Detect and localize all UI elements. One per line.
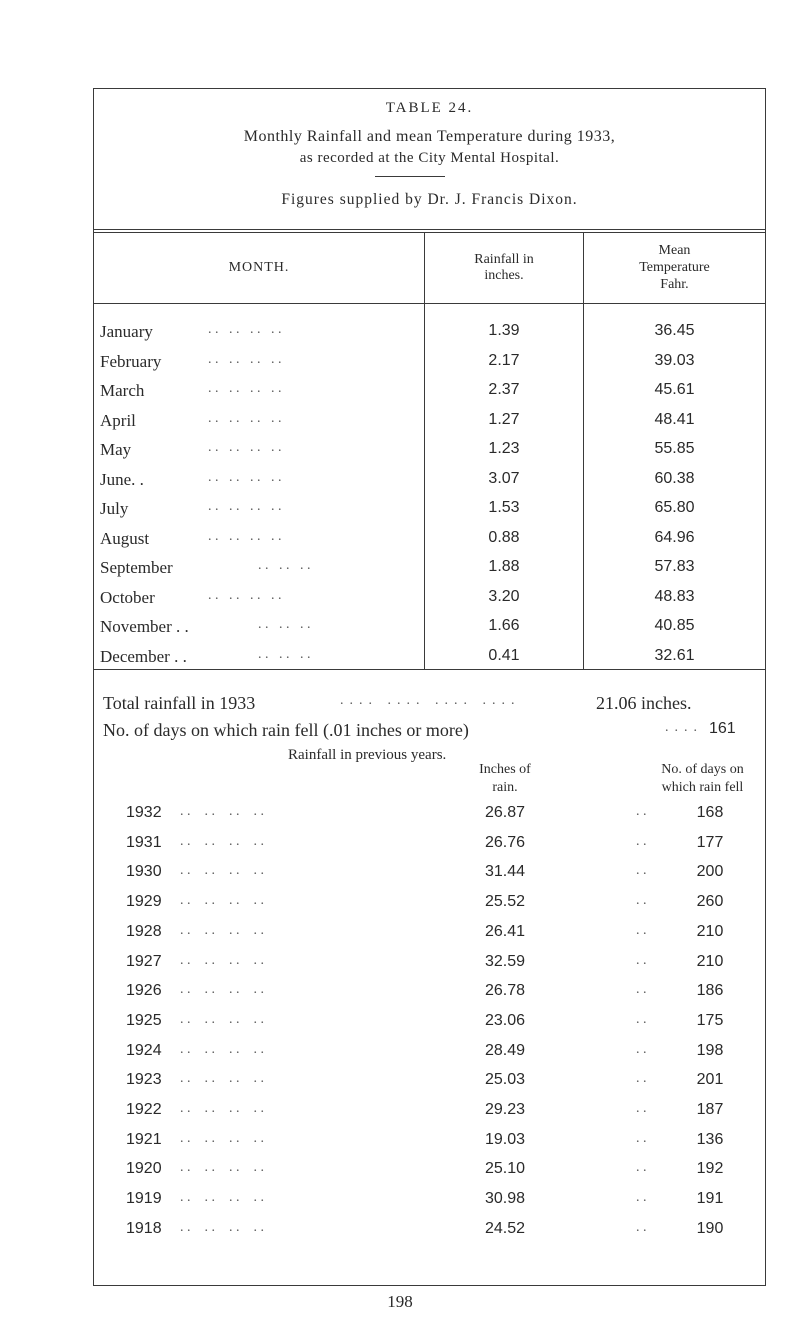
month-name: August xyxy=(100,528,150,548)
year-rain-days: 186 xyxy=(696,982,724,1000)
year-inches: 25.03 xyxy=(484,1071,526,1089)
year-rain-days: 210 xyxy=(696,922,724,940)
month-rainfall: 2.37 xyxy=(488,381,520,398)
month-name: January xyxy=(100,322,153,341)
rain-days-dots: .... xyxy=(665,720,703,735)
total-rainfall-dots: .... .... .... .... xyxy=(340,693,521,708)
monthly-bottom-rule xyxy=(93,669,766,670)
year-rain-days: 136 xyxy=(696,1130,724,1148)
year-separator-dots: . . xyxy=(636,863,647,879)
month-name: May xyxy=(100,440,132,459)
month-leader-dots: . . . . . . . . xyxy=(208,528,282,544)
year-separator-dots: . . xyxy=(636,893,647,909)
year-separator-dots: . . xyxy=(636,1071,647,1087)
year-leader-dots: . . . . . . . . xyxy=(180,863,264,879)
year-rain-days: 177 xyxy=(696,833,724,851)
year-leader-dots: . . . . . . . . xyxy=(180,922,264,938)
month-rainfall: 2.17 xyxy=(488,351,520,369)
year-inches: 19.03 xyxy=(484,1130,526,1148)
col-days-line1: No. of days on xyxy=(661,762,744,777)
month-name: April xyxy=(100,410,136,430)
year-inches: 25.10 xyxy=(484,1160,526,1178)
header-rainfall-line1: Rainfall in xyxy=(474,252,534,267)
month-leader-dots: . . . . . . xyxy=(258,617,311,632)
month-temperature: 32.61 xyxy=(654,646,695,664)
year-leader-dots: . . . . . . . . xyxy=(180,1071,264,1087)
year-rain-days: 190 xyxy=(696,1219,724,1237)
year-inches: 28.49 xyxy=(484,1041,526,1059)
year-separator-dots: . . xyxy=(636,922,647,938)
year-label: 1926 xyxy=(126,982,162,1000)
year-leader-dots: . . . . . . . . xyxy=(180,1101,264,1116)
year-label: 1919 xyxy=(126,1190,162,1208)
year-leader-dots: . . . . . . . . xyxy=(180,982,264,998)
year-rain-days: 187 xyxy=(696,1101,724,1118)
total-rainfall-label: Total rainfall in 1933 xyxy=(103,693,256,713)
year-separator-dots: . . xyxy=(636,1130,647,1146)
frame-right-border xyxy=(765,88,766,1286)
year-leader-dots: . . . . . . . . xyxy=(180,1011,264,1027)
year-inches: 32.59 xyxy=(484,952,526,970)
header-bottom-rule xyxy=(93,303,766,304)
month-rainfall: 1.23 xyxy=(488,440,520,457)
month-leader-dots: . . . . . . . . xyxy=(208,322,282,337)
month-temperature: 55.85 xyxy=(654,440,695,457)
year-leader-dots: . . . . . . . . xyxy=(180,1041,264,1057)
frame-top-border xyxy=(93,88,766,89)
page-number: 198 xyxy=(387,1292,413,1311)
header-rainfall-line2: inches. xyxy=(484,268,524,283)
year-label: 1925 xyxy=(126,1011,162,1029)
year-inches: 29.23 xyxy=(484,1101,526,1118)
table-title-line2: as recorded at the City Mental Hospital. xyxy=(299,150,560,166)
month-temperature: 36.45 xyxy=(654,322,695,339)
month-temperature: 45.61 xyxy=(654,381,695,398)
year-inches: 25.52 xyxy=(484,893,526,911)
header-month: MONTH. xyxy=(228,260,290,275)
month-leader-dots: . . . . . . xyxy=(258,646,311,662)
previous-years-heading: Rainfall in previous years. xyxy=(288,747,447,763)
year-separator-dots: . . xyxy=(636,1219,647,1235)
month-leader-dots: . . . . . . . . xyxy=(208,440,282,455)
year-rain-days: 198 xyxy=(696,1041,724,1059)
year-separator-dots: . . xyxy=(636,833,647,849)
year-label: 1930 xyxy=(126,863,162,881)
year-leader-dots: . . . . . . . . xyxy=(180,952,264,968)
year-leader-dots: . . . . . . . . xyxy=(180,1219,264,1235)
month-name: October xyxy=(100,587,155,607)
year-label: 1932 xyxy=(126,804,162,821)
year-inches: 23.06 xyxy=(484,1011,526,1029)
year-inches: 26.87 xyxy=(484,804,526,821)
year-inches: 30.98 xyxy=(484,1190,526,1208)
month-name: June. . xyxy=(100,469,144,489)
rain-days-label: No. of days on which rain fell (.01 inches or more) xyxy=(103,720,469,740)
year-label: 1921 xyxy=(126,1130,162,1148)
month-rainfall: 1.66 xyxy=(488,617,520,634)
month-temperature: 39.03 xyxy=(654,351,695,369)
month-rainfall: 1.27 xyxy=(488,410,520,428)
month-rainfall: 1.39 xyxy=(488,322,520,339)
month-rainfall: 3.20 xyxy=(488,587,520,605)
year-rain-days: 192 xyxy=(696,1160,724,1178)
month-temperature: 48.83 xyxy=(654,587,695,605)
year-separator-dots: . . xyxy=(636,804,647,819)
month-name: December . . xyxy=(100,646,187,666)
year-leader-dots: . . . . . . . . xyxy=(180,1160,264,1176)
header-temp-line1: Mean xyxy=(658,243,691,258)
title-short-rule xyxy=(375,176,445,177)
year-leader-dots: . . . . . . . . xyxy=(180,833,264,849)
year-inches: 26.78 xyxy=(484,982,526,1000)
year-separator-dots: . . xyxy=(636,982,647,998)
year-rain-days: 260 xyxy=(696,893,724,911)
month-temperature: 65.80 xyxy=(654,499,695,516)
year-label: 1928 xyxy=(126,922,162,940)
month-rainfall: 1.88 xyxy=(488,558,520,575)
year-inches: 24.52 xyxy=(484,1219,526,1237)
col-days-line2: which rain fell xyxy=(661,780,744,795)
year-separator-dots: . . xyxy=(636,952,647,968)
year-inches: 26.76 xyxy=(484,833,526,851)
figures-supplied-by: Figures supplied by Dr. J. Francis Dixon. xyxy=(281,191,578,208)
year-label: 1920 xyxy=(126,1160,162,1178)
year-separator-dots: . . xyxy=(636,1041,647,1057)
year-separator-dots: . . xyxy=(636,1160,647,1176)
year-label: 1927 xyxy=(126,952,162,970)
rain-days-value: 161 xyxy=(709,720,736,737)
col-inches-line1: Inches of xyxy=(479,762,531,777)
month-leader-dots: . . . . . . . . xyxy=(208,381,282,396)
year-inches: 26.41 xyxy=(484,922,526,940)
year-label: 1924 xyxy=(126,1041,162,1059)
col-inches-line2: rain. xyxy=(492,780,518,795)
year-leader-dots: . . . . . . . . xyxy=(180,804,264,819)
year-label: 1923 xyxy=(126,1071,162,1089)
year-inches: 31.44 xyxy=(484,863,526,881)
frame-bottom-border xyxy=(93,1285,766,1286)
month-leader-dots: . . . . . . xyxy=(258,558,311,573)
header-temp-line2: Temperature xyxy=(639,260,710,275)
year-rain-days: 201 xyxy=(696,1071,724,1089)
year-label: 1931 xyxy=(126,833,162,851)
month-name: March xyxy=(100,381,145,400)
year-label: 1929 xyxy=(126,893,162,911)
month-temperature: 48.41 xyxy=(654,410,695,428)
month-name: February xyxy=(100,351,162,371)
month-leader-dots: . . . . . . . . xyxy=(208,351,282,367)
month-rainfall: 0.88 xyxy=(488,528,520,546)
month-rainfall: 0.41 xyxy=(488,646,520,664)
table-title-line1: Monthly Rainfall and mean Temperature during 1933, xyxy=(243,128,616,145)
month-temperature: 60.38 xyxy=(654,469,695,487)
header-top-rule-double xyxy=(93,232,766,233)
year-leader-dots: . . . . . . . . xyxy=(180,893,264,909)
total-rainfall-value: 21.06 inches. xyxy=(596,693,692,713)
month-name: September xyxy=(100,558,173,577)
year-rain-days: 200 xyxy=(696,863,724,881)
year-rain-days: 175 xyxy=(696,1011,724,1029)
month-leader-dots: . . . . . . . . xyxy=(208,587,282,603)
month-name: November . . xyxy=(100,617,189,636)
month-temperature: 57.83 xyxy=(654,558,695,575)
month-name: July xyxy=(100,499,129,518)
month-leader-dots: . . . . . . . . xyxy=(208,469,282,485)
year-separator-dots: . . xyxy=(636,1011,647,1027)
year-rain-days: 210 xyxy=(696,952,724,970)
year-label: 1918 xyxy=(126,1219,162,1237)
year-rain-days: 191 xyxy=(696,1190,724,1208)
year-rain-days: 168 xyxy=(696,804,724,821)
month-leader-dots: . . . . . . . . xyxy=(208,410,282,426)
month-leader-dots: . . . . . . . . xyxy=(208,499,282,514)
year-separator-dots: . . xyxy=(636,1101,647,1116)
month-rainfall: 1.53 xyxy=(488,499,520,516)
year-label: 1922 xyxy=(126,1101,162,1118)
year-leader-dots: . . . . . . . . xyxy=(180,1190,264,1206)
table-label: TABLE 24. xyxy=(385,100,474,116)
month-rainfall: 3.07 xyxy=(488,469,520,487)
year-leader-dots: . . . . . . . . xyxy=(180,1130,264,1146)
month-temperature: 40.85 xyxy=(654,617,695,634)
month-temperature: 64.96 xyxy=(654,528,695,546)
year-separator-dots: . . xyxy=(636,1190,647,1206)
header-temp-line3: Fahr. xyxy=(660,277,689,292)
header-top-rule xyxy=(93,229,766,230)
